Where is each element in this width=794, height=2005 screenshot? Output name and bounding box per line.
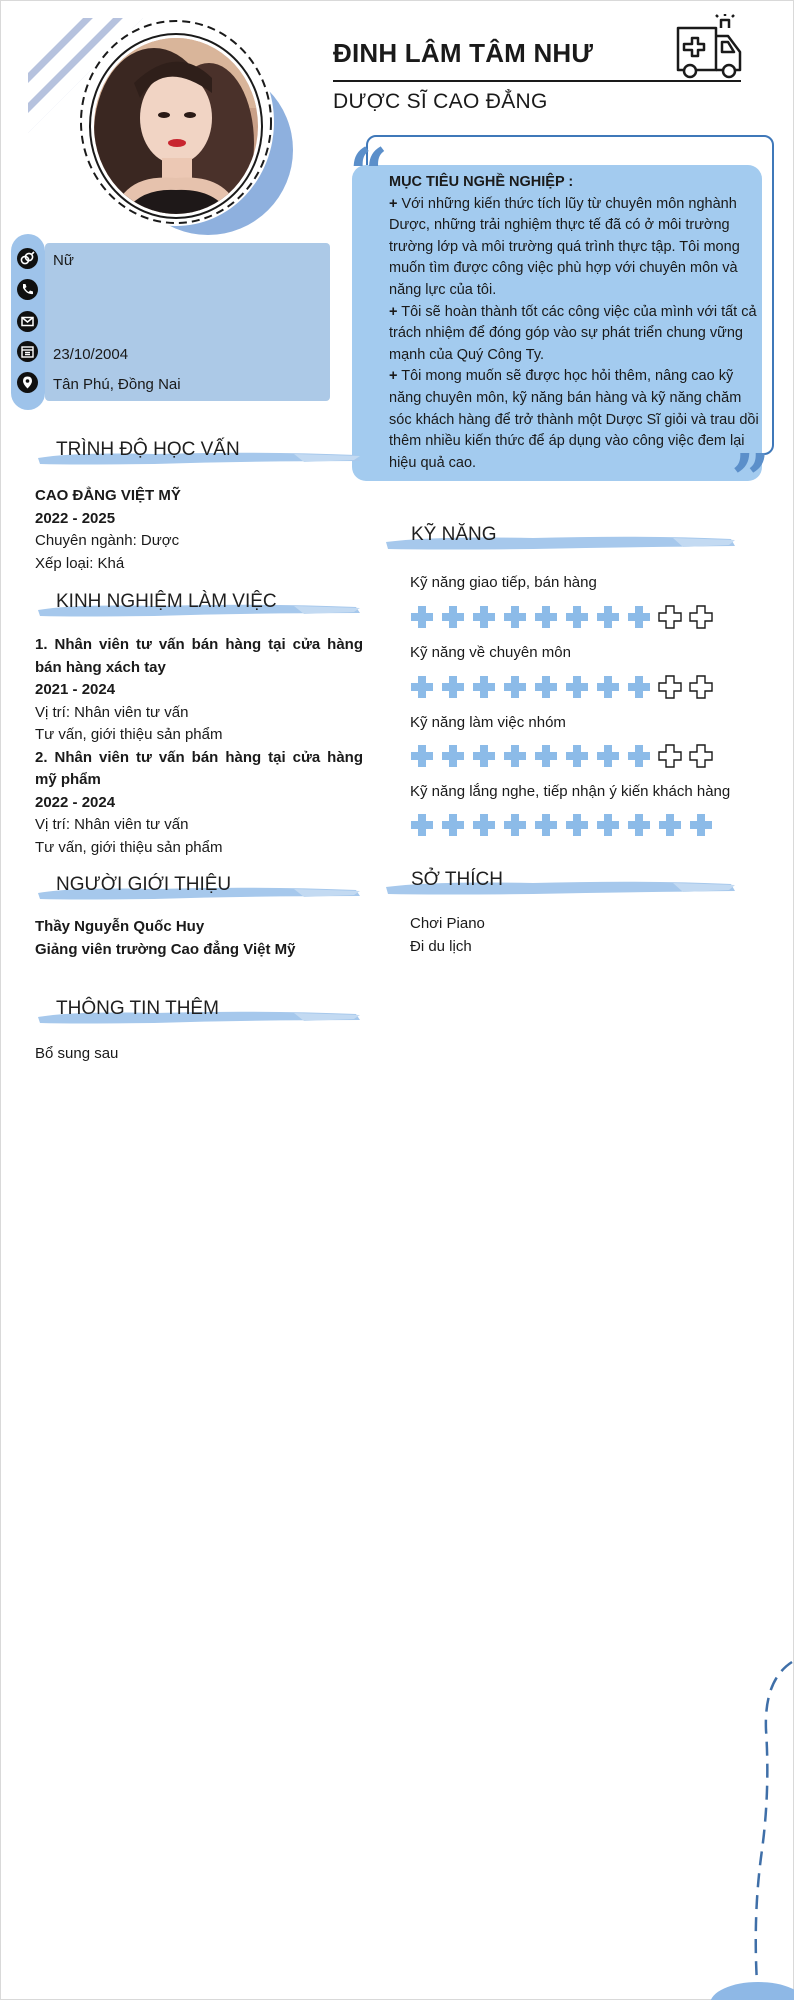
reference-name: Thầy Nguyễn Quốc Huy [35, 918, 205, 935]
location-icon [17, 372, 38, 393]
objective-line-text: Với những kiến thức tích lũy từ chuyên môn nghành Dược, những trải nghiệm thực tế đã có ở môi trường trường lớp và môi trường quá trình thực tập. Tôi mong muốn tìm được công việc phù hợp với chuyên môn và năng lực của tôi. [389, 195, 740, 298]
objective-line-text: Tôi mong muốn sẽ được học hỏi thêm, nâng cao kỹ năng chuyên môn, kỹ năng bán hàng và kỹ năng chăm sóc khách hàng để trở thành một Dược Sĩ giỏi và trau dồi thêm nhiều kiến thức để áp dụng vào công việc đem lại hiệu quả cao. [389, 368, 759, 471]
skill-bar-3 [409, 743, 714, 767]
skill-cross-filled-icon [690, 814, 712, 836]
skill-cross-filled-icon [628, 606, 650, 628]
job-position-1: Vị trí: Nhân viên tư vấn [35, 703, 189, 721]
job-duty-2: Tư vấn, giới thiệu sản phẩm [35, 838, 223, 856]
skill-cross-filled-icon [597, 676, 619, 698]
skill-cross-empty-icon [659, 606, 681, 628]
job-position-2: Vị trí: Nhân viên tư vấn [35, 816, 189, 833]
additional-heading-text: THÔNG TIN THÊM [56, 998, 219, 1019]
skill-cross-filled-icon [473, 676, 495, 698]
calendar-icon [17, 341, 38, 362]
skill-cross-filled-icon [535, 814, 557, 836]
skill-rating [409, 812, 714, 838]
portrait-photo [94, 38, 258, 214]
skill-cross-empty-icon [690, 745, 712, 767]
quote-open-icon: “ [349, 134, 389, 214]
job-title: DƯỢC SĨ CAO ĐẲNG [333, 90, 548, 113]
job-title-2: 2. Nhân viên tư vấn bán hàng tại cửa hàng mỹ phẩm [35, 748, 363, 788]
skill-cross-filled-icon [411, 814, 433, 836]
job-duty-1: Tư vấn, giới thiệu sản phẩm [35, 726, 223, 743]
skill-cross-filled-icon [566, 606, 588, 628]
skill-cross-empty-icon [659, 745, 681, 767]
skill-cross-filled-icon [411, 745, 433, 767]
skill-cross-filled-icon [566, 745, 588, 767]
job-years-1: 2021 - 2024 [35, 681, 116, 698]
skill-cross-filled-icon [442, 814, 464, 836]
objective-bullet: + [389, 303, 398, 320]
skill-label-2: Kỹ năng về chuyên môn [410, 644, 571, 661]
skill-cross-filled-icon [535, 745, 557, 767]
education-heading-text: TRÌNH ĐỘ HỌC VẤN [56, 439, 240, 460]
references-block [35, 916, 365, 961]
skill-rating [409, 743, 714, 769]
references-heading-text: NGƯỜI GIỚI THIỆU [56, 874, 232, 895]
skill-rating [409, 604, 714, 630]
skill-cross-filled-icon [473, 606, 495, 628]
skill-cross-filled-icon [659, 814, 681, 836]
portrait-illustration [94, 38, 258, 214]
quote-close-icon: ” [731, 440, 771, 520]
photo-area [18, 8, 298, 238]
skill-cross-filled-icon [628, 814, 650, 836]
hobby-item-1: Chơi Piano [410, 915, 485, 932]
reference-role: Giảng viên trường Cao đẳng Việt Mỹ [35, 940, 296, 958]
skill-cross-filled-icon [411, 606, 433, 628]
gender-icon [17, 248, 38, 269]
contact-address: Tân Phú, Đồng Nai [53, 376, 181, 393]
skill-cross-filled-icon [504, 606, 526, 628]
objective-bullet: + [389, 195, 398, 212]
skill-cross-filled-icon [442, 606, 464, 628]
skill-label-1: Kỹ năng giao tiếp, bán hàng [410, 574, 597, 591]
references-heading [34, 872, 364, 906]
blob-decoration [700, 1976, 794, 2005]
skill-cross-filled-icon [566, 676, 588, 698]
candidate-name: ĐINH LÂM TÂM NHƯ [333, 38, 594, 68]
skill-cross-filled-icon [566, 814, 588, 836]
hobbies-heading [383, 867, 738, 901]
contact-birthday: 23/10/2004 [53, 346, 129, 363]
objective-line-text: Tôi sẽ hoàn thành tốt các công việc của mình với tất cả trách nhiệm để đóng góp vào sự phát triển chung vững mạnh của Quý Công Ty. [389, 303, 757, 363]
skill-cross-empty-icon [690, 606, 712, 628]
skill-cross-filled-icon [535, 676, 557, 698]
ambulance-icon [674, 14, 744, 85]
skill-label-4: Kỹ năng lắng nghe, tiếp nhận ý kiến khách hàng [410, 783, 731, 800]
phone-icon [17, 279, 38, 300]
education-school: CAO ĐẲNG VIỆT MỸ [35, 487, 181, 504]
email-icon [17, 311, 38, 332]
skill-cross-filled-icon [504, 676, 526, 698]
additional-heading [34, 996, 364, 1030]
skills-heading-text: KỸ NĂNG [411, 524, 497, 545]
skill-cross-empty-icon [659, 676, 681, 698]
skill-cross-filled-icon [473, 745, 495, 767]
experience-heading-text: KINH NGHIỆM LÀM VIỆC [56, 591, 277, 612]
job-title-1: 1. Nhân viên tư vấn bán hàng tại cửa hàng bán hàng xách tay [35, 636, 363, 676]
skill-cross-filled-icon [597, 745, 619, 767]
skill-cross-filled-icon [411, 676, 433, 698]
skill-cross-filled-icon [442, 676, 464, 698]
skill-cross-filled-icon [628, 745, 650, 767]
skill-cross-filled-icon [628, 676, 650, 698]
skill-bar-4 [409, 812, 714, 836]
additional-text: Bổ sung sau [35, 1045, 119, 1062]
job-years-2: 2022 - 2024 [35, 793, 116, 811]
skill-cross-filled-icon [597, 606, 619, 628]
objective-text [389, 172, 761, 474]
experience-block [35, 634, 363, 859]
education-heading [34, 437, 364, 471]
objective-title: MỤC TIÊU NGHỀ NGHIỆP : [389, 174, 574, 190]
skill-cross-filled-icon [473, 814, 495, 836]
dashed-curve-decoration [744, 1660, 794, 2005]
hobbies-heading-text: SỞ THÍCH [411, 869, 503, 890]
skill-cross-filled-icon [442, 745, 464, 767]
objective-bullet: + [389, 368, 398, 385]
education-rank: Xếp loại: Khá [35, 554, 125, 572]
skill-cross-empty-icon [690, 676, 712, 698]
skill-rating [409, 674, 714, 700]
objective-line [389, 194, 761, 302]
objective-line [389, 302, 761, 367]
additional-block [35, 1043, 365, 1066]
contact-gender: Nữ [53, 252, 74, 269]
skill-cross-filled-icon [597, 814, 619, 836]
objective-line [389, 366, 761, 474]
education-major: Chuyên ngành: Dược [35, 532, 180, 549]
hobby-item-2: Đi du lịch [410, 938, 472, 955]
skills-heading [383, 522, 738, 556]
skill-cross-filled-icon [504, 814, 526, 836]
education-block [35, 485, 365, 575]
skill-bar-1 [409, 604, 714, 628]
skill-label-3: Kỹ năng làm việc nhóm [410, 714, 566, 731]
experience-heading [34, 589, 364, 623]
education-years: 2022 - 2025 [35, 509, 116, 527]
skill-cross-filled-icon [535, 606, 557, 628]
skill-bar-2 [409, 674, 714, 698]
skill-cross-filled-icon [504, 745, 526, 767]
